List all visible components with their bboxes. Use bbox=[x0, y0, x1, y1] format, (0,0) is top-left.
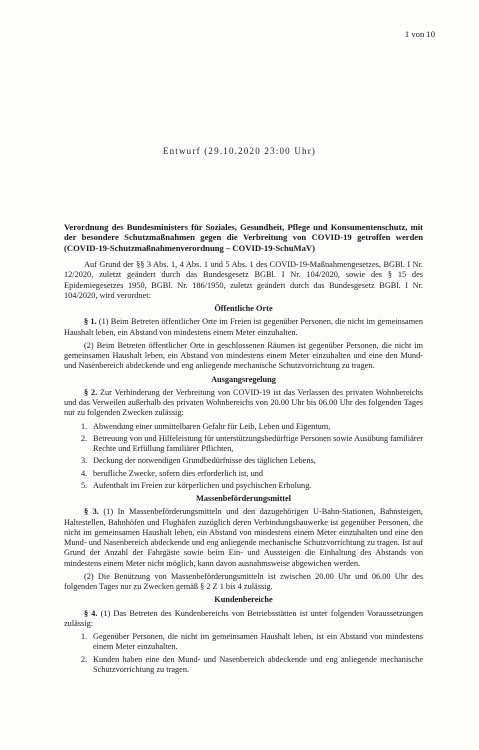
section-4-mark: § 4. bbox=[84, 608, 98, 618]
list-item-text: Betreuung von und Hilfeleistung für unterstützungsbedürftige Personen sowie Ausübung familiärer Rechte und Erfüllung familiärer Pflichten, bbox=[93, 433, 423, 454]
section-1-paragraph-2: (2) Beim Betreten öffentlicher Orte in geschlossenen Räumen ist gegenüber Personen, die nicht im gemeinsamen Haushalt leben, ein Abstand von mindestens einem Meter einzuhalten und eine den Mund- und Nasenbereich abdeckende und eng anliegende mechanische Schutzvorrichtung zu tragen. bbox=[64, 340, 423, 371]
document-title: Verordnung des Bundesministers für Soziales, Gesundheit, Pflege und Konsumentenschutz, mit der besondere Schutzmaßnahmen gegen die Verbreitung von COVID-19 getroffen werden (COVID-19-Schutzmaßnahmenverordnung – COVID-19-SchuMaV) bbox=[64, 222, 423, 253]
list-item bbox=[64, 422, 423, 432]
list-item-text: Abwendung einer unmittelbaren Gefahr für Leib, Leben und Eigentum, bbox=[93, 421, 331, 431]
list-item-number: 1. bbox=[81, 421, 88, 431]
section-3-mark: § 3. bbox=[84, 507, 99, 517]
page-number: 1 von 10 bbox=[404, 29, 435, 39]
section-3-text: (1) In Massenbeförderungsmitteln und den dazugehörigen U-Bahn-Stationen, Bahnsteigen, Haltestellen, Bahnhöfen und Flughäfen zuzüglich deren Verbindungsbauwerke ist gegenüber Personen, die nicht im gemeinsamen Haushalt leben, ein Abstand von mindestens einem Meter einzuhalten und eine den Mund- und Nasenbereich abdeckende und eng anliegende mechanische Schutzvorrichtung zu tragen. Ist auf Grund der Anzahl der Fahrgäste sowie beim Ein- und Aussteigen die Einhaltung des Abstands von mindestens einem Meter nicht möglich, kann davon ausnahmsweise abgewichen werden. bbox=[64, 507, 423, 568]
section-3-paragraph-2: (2) Die Benützung von Massenbeförderungsmitteln ist zwischen 20.00 Uhr und 06.00 Uhr des folgenden Tages nur zu Zwecken gemäß § 2 Z 1 bis 4 zulässig. bbox=[64, 571, 423, 592]
list-item bbox=[64, 481, 423, 491]
list-item-number: 3. bbox=[81, 456, 88, 466]
section-4-text: (1) Das Betreten des Kundenbereichs von Betriebsstätten ist unter folgenden Voraussetzungen zulässig: bbox=[64, 608, 423, 628]
list-item-text: Kunden haben eine den Mund- und Nasenbereich abdeckende und eng anliegende mechanische Schutzvorrichtung zu tragen. bbox=[93, 654, 423, 674]
list-item-number: 1. bbox=[81, 632, 88, 642]
list-item-number: 5. bbox=[81, 480, 88, 490]
section-1-text: (1) Beim Betreten öffentlicher Orte im Freien ist gegenüber Personen, die nicht im gemeinsamen Haushalt leben, ein Abstand von mindestens einem Meter einzuhalten. bbox=[64, 317, 423, 337]
section-1-mark: § 1. bbox=[84, 317, 97, 327]
section-2-mark: § 2. bbox=[84, 387, 98, 397]
section-2-heading: Ausgangsregelung bbox=[211, 374, 276, 384]
list-item-text: berufliche Zwecke, sofern dies erforderlich ist, und bbox=[93, 468, 264, 478]
document-body bbox=[64, 222, 423, 678]
list-item-text: Gegenüber Personen, die nicht im gemeinsamen Haushalt leben, ist ein Abstand von mindestens einem Meter einzuhalten. bbox=[93, 632, 423, 652]
section-1-heading: Öffentliche Orte bbox=[214, 304, 273, 314]
list-item-number: 4. bbox=[81, 468, 88, 478]
section-2-text: Zur Verhinderung der Verbreitung von COVID-19 ist das Verlassen des privaten Wohnbereichs und das Verweilen außerhalb des privaten Wohnbereichs von 20.00 Uhr bis 06.00 Uhr des folgenden Tages nur zu folgenden Zwecken zulässig: bbox=[64, 387, 423, 418]
section-1-paragraph-1 bbox=[64, 317, 423, 338]
section-4-list bbox=[64, 632, 423, 675]
list-item bbox=[64, 469, 423, 479]
section-2-paragraph-1 bbox=[64, 388, 423, 419]
list-item bbox=[64, 632, 423, 653]
preamble: Auf Grund der §§ 3 Abs. 1, 4 Abs. 1 und 5 Abs. 1 des COVID-19-Maßnahmengesetzes, BGBl. I Nr. 12/2020, zuletzt geändert durch das Bundesgesetz BGBl. I Nr. 104/2020, sowie des § 15 des Epidemiegesetzes 1950, BGBl. Nr. 186/1950, zuletzt geändert durch das Bundesgesetz BGBl. I Nr. 104/2020, wird verordnet: bbox=[64, 260, 423, 300]
section-3-paragraph-1 bbox=[64, 507, 423, 569]
list-item-text: Deckung der notwendigen Grundbedürfnisse des täglichen Lebens, bbox=[93, 456, 316, 466]
section-4-paragraph-1 bbox=[64, 609, 423, 630]
list-item bbox=[64, 434, 423, 455]
list-item-text: Aufenthalt im Freien zur körperlichen und psychischen Erholung. bbox=[93, 480, 312, 490]
list-item-number: 2. bbox=[81, 433, 88, 443]
draft-date-line: Entwurf (29.10.2020 23:00 Uhr) bbox=[162, 146, 317, 156]
list-item bbox=[64, 655, 423, 676]
section-4-heading: Kundenbereiche bbox=[214, 595, 273, 605]
section-2-list bbox=[64, 422, 423, 492]
list-item-number: 2. bbox=[81, 654, 88, 664]
section-3-heading: Massenbeförderungsmittel bbox=[196, 494, 291, 504]
list-item bbox=[64, 456, 423, 466]
